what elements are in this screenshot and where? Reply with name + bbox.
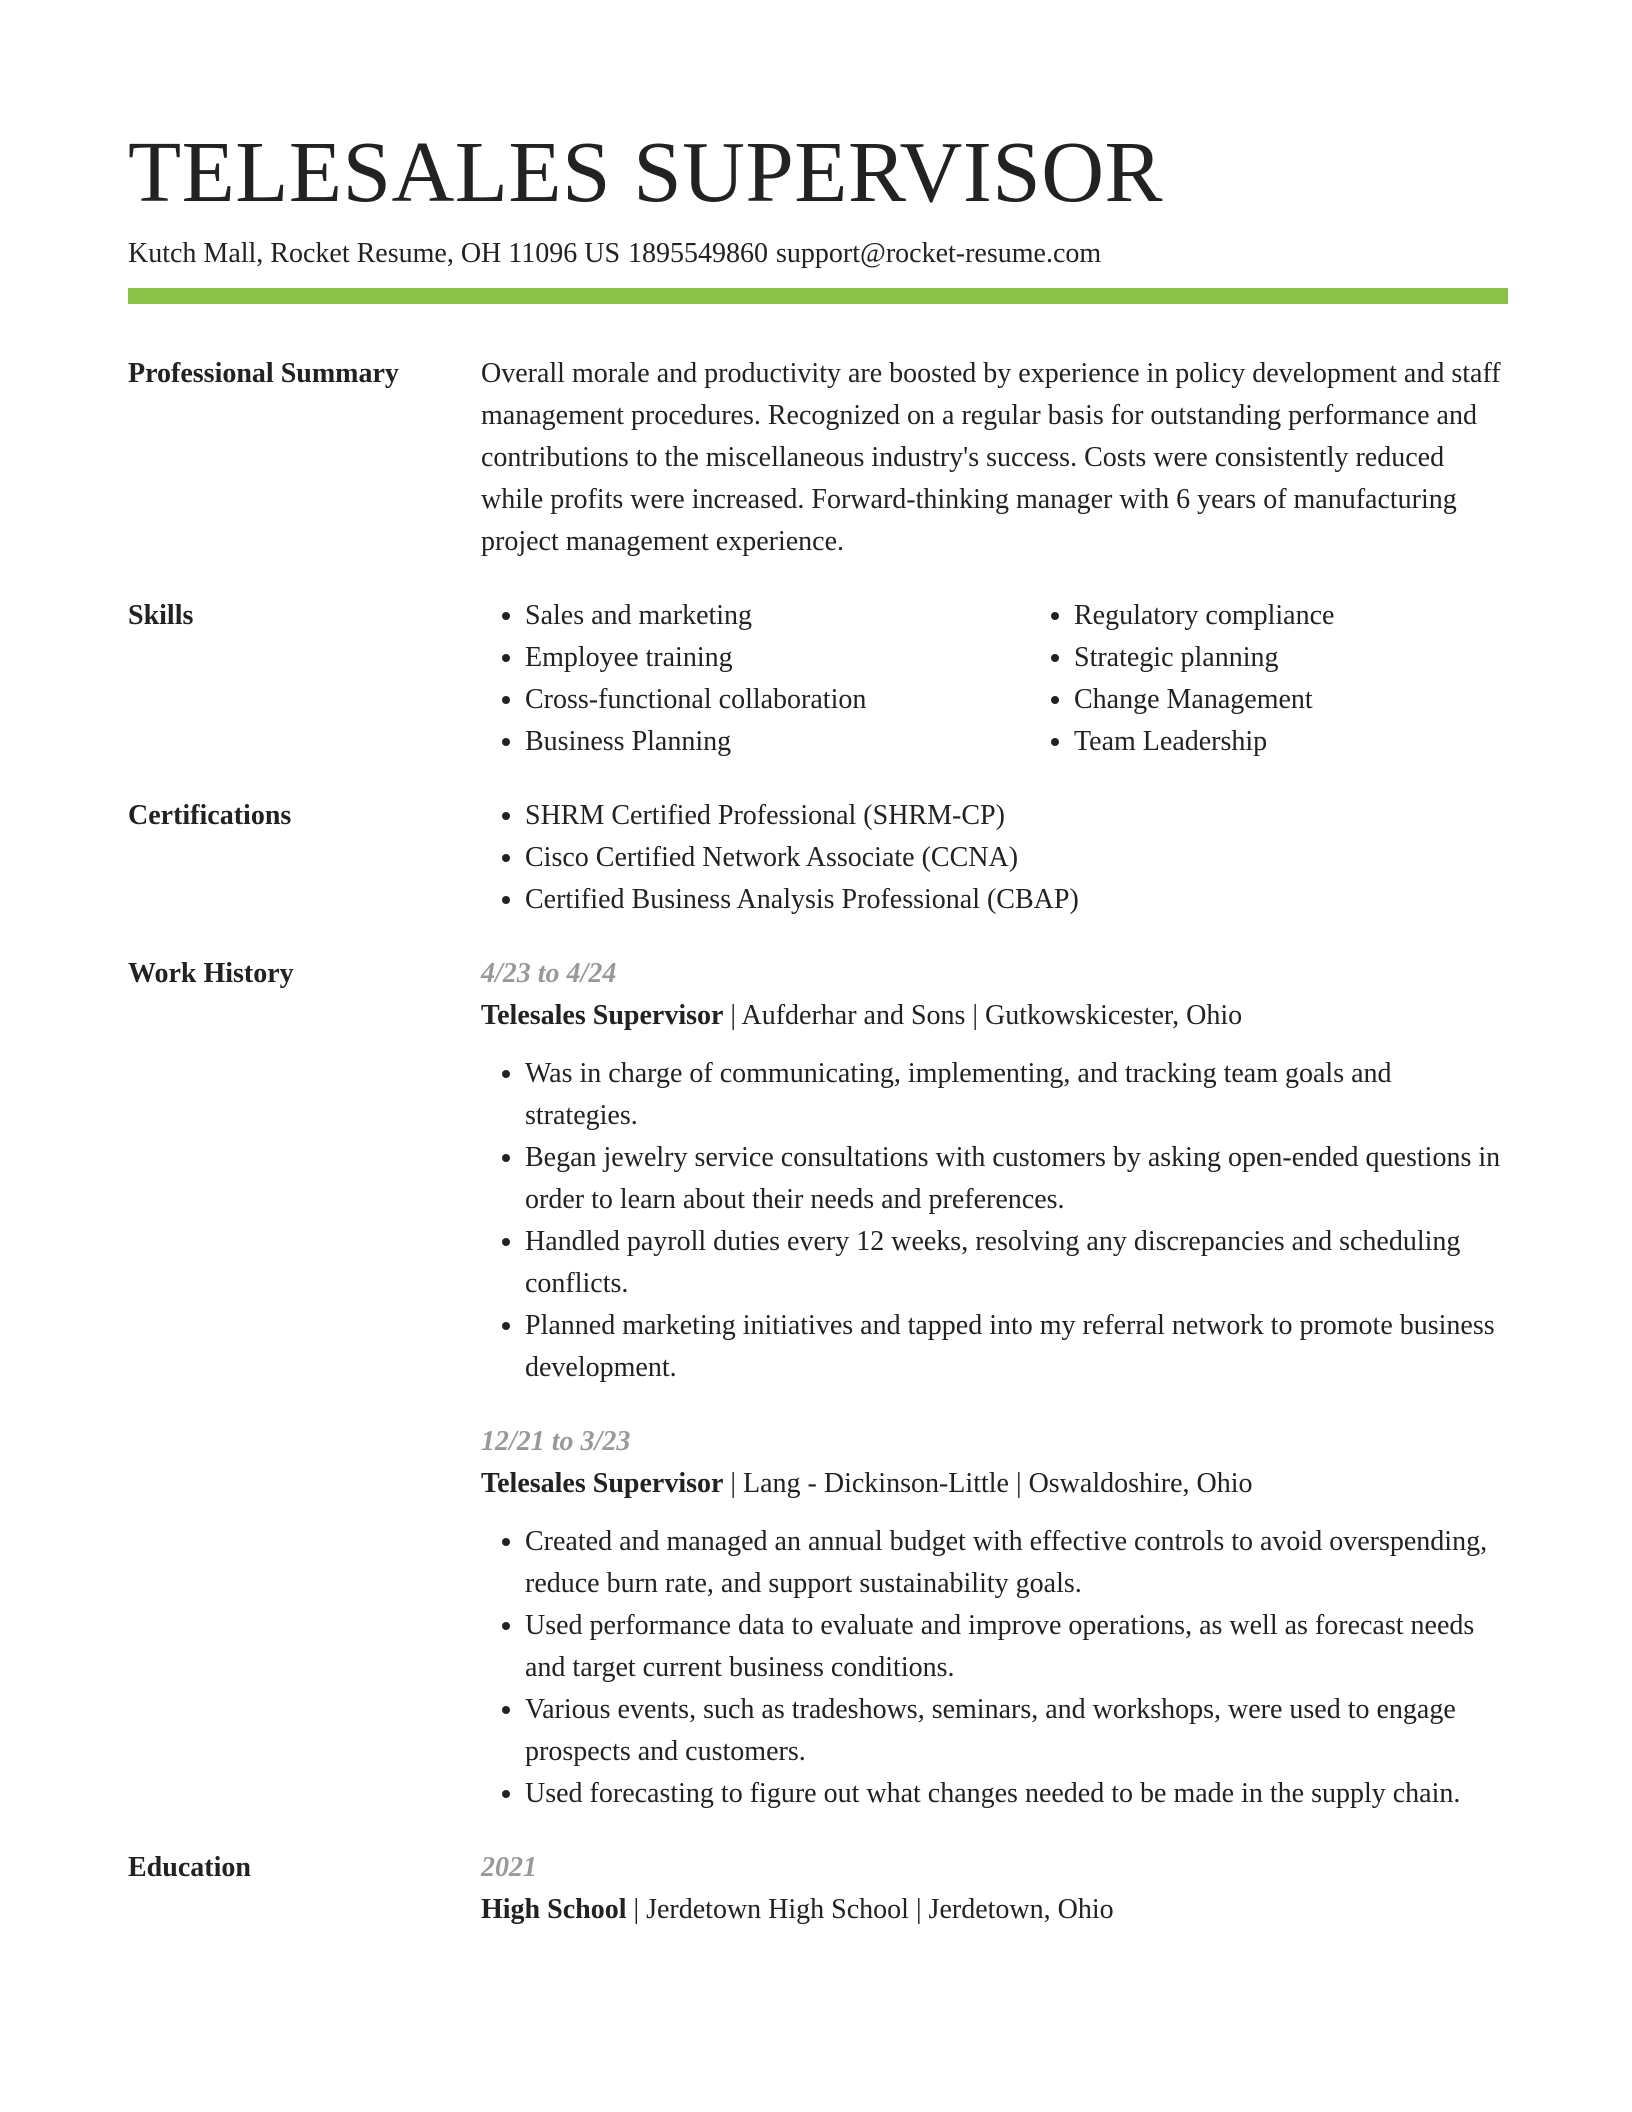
job-bullet: • Handled payroll duties every 12 weeks, resolving any discrepancies and scheduling conflicts.: [525, 1221, 1508, 1305]
job-heading: [481, 995, 1508, 1037]
certifications-list: [481, 795, 1508, 921]
education-details: | Jerdetown High School | Jerdetown, Ohio: [626, 1894, 1114, 1925]
certification-item: • SHRM Certified Professional (SHRM-CP): [525, 795, 1508, 837]
job-bullet: • Used forecasting to figure out what changes needed to be made in the supply chain.: [525, 1773, 1508, 1815]
job-entry: [481, 1421, 1508, 1815]
skills-content: [481, 595, 1579, 763]
summary-content: [481, 353, 1508, 563]
job-dates: 4/23 to 4/24: [481, 958, 617, 989]
resume-title: TELESALES SUPERVISOR: [128, 123, 1164, 220]
skill-item: • Sales and marketing: [525, 595, 1030, 637]
skill-item: • Business Planning: [525, 721, 1030, 763]
job-details: | Aufderhar and Sons | Gutkowskicester, Ohio: [723, 1000, 1243, 1031]
job-bullet: • Used performance data to evaluate and improve operations, as well as forecast needs and target current business conditions.: [525, 1605, 1508, 1689]
job-heading: [481, 1463, 1508, 1505]
contact-address: Kutch Mall, Rocket Resume, OH 11096 US: [128, 238, 621, 269]
skills-list-left: [481, 595, 1030, 763]
job-details: | Lang - Dickinson-Little | Oswaldoshire, Ohio: [723, 1468, 1253, 1499]
job-bullet: • Various events, such as tradeshows, seminars, and workshops, were used to engage prospects and customers.: [525, 1689, 1508, 1773]
job-title: Telesales Supervisor: [481, 1000, 724, 1031]
skill-item: • Strategic planning: [1074, 637, 1579, 679]
contact-email: support@rocket-resume.com: [776, 238, 1102, 269]
job-bullet: • Created and managed an annual budget with effective controls to avoid overspending, reduce burn rate, and support sustainability goals.: [525, 1521, 1508, 1605]
certifications-heading: Certifications: [128, 800, 292, 831]
certifications-section: [128, 795, 1508, 921]
resume-page: [128, 118, 1508, 1931]
certification-item: • Cisco Certified Network Associate (CCNA): [525, 837, 1508, 879]
skill-item: • Team Leadership: [1074, 721, 1579, 763]
job-bullets: [481, 1521, 1508, 1815]
contact-line: [128, 236, 1508, 272]
skills-section: [128, 595, 1508, 763]
skill-item: • Cross-functional collaboration: [525, 679, 1030, 721]
education-heading-line: [481, 1889, 1508, 1931]
summary-heading: Professional Summary: [128, 358, 399, 389]
job-dates: 12/21 to 3/23: [481, 1426, 631, 1457]
work-history-heading: Work History: [128, 958, 294, 989]
education-year: 2021: [481, 1852, 537, 1883]
job-bullet: • Was in charge of communicating, implementing, and tracking team goals and strategies.: [525, 1053, 1508, 1137]
skill-item: • Change Management: [1074, 679, 1579, 721]
certification-item: • Certified Business Analysis Professional (CBAP): [525, 879, 1508, 921]
job-entry: [481, 953, 1508, 1389]
education-section: [128, 1847, 1508, 1931]
education-heading: Education: [128, 1852, 251, 1883]
job-title: Telesales Supervisor: [481, 1468, 724, 1499]
job-bullets: [481, 1053, 1508, 1389]
job-bullet: • Began jewelry service consultations with customers by asking open-ended questions in order to learn about their needs and preferences.: [525, 1137, 1508, 1221]
education-degree: High School: [481, 1894, 627, 1925]
work-history-content: [481, 953, 1508, 1815]
skills-list-right: [1030, 595, 1579, 763]
skill-item: • Employee training: [525, 637, 1030, 679]
summary-section: [128, 353, 1508, 563]
certifications-content: [481, 795, 1508, 921]
education-content: [481, 1847, 1508, 1931]
job-bullet: • Planned marketing initiatives and tapped into my referral network to promote business development.: [525, 1305, 1508, 1389]
skill-item: • Regulatory compliance: [1074, 595, 1579, 637]
skills-heading: Skills: [128, 600, 194, 631]
contact-phone: 1895549860: [628, 238, 769, 269]
work-history-section: [128, 953, 1508, 1815]
summary-text: Overall morale and productivity are boosted by experience in policy development and staff management procedures. Recognized on a regular basis for outstanding performance and contributions to the miscellaneous industry's success. Costs were consistently reduced while profits were increased. Forward-thinking manager with 6 years of manufacturing project management experience.: [481, 358, 1501, 557]
header-divider: [128, 288, 1508, 304]
